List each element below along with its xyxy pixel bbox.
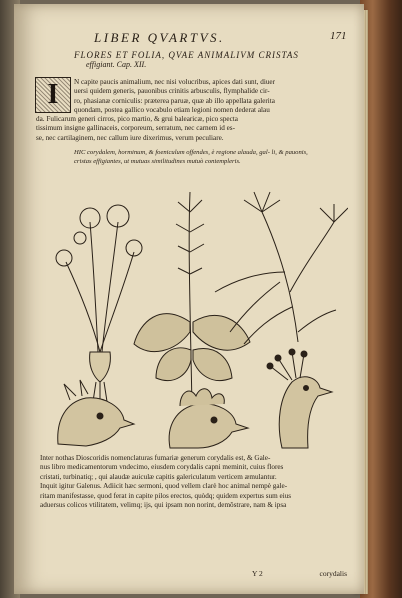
text-line: N capite paucis animalium, nec nisi volucribus, apices dati sunt, diuer xyxy=(74,78,275,86)
book-page xyxy=(14,4,364,594)
text-line: nus libro medicamentorum vndecimo, eiusdem corydalis capni meminit, cuius flores xyxy=(40,463,284,472)
initial-letter: I xyxy=(36,78,70,112)
paragraph-1 xyxy=(74,78,346,116)
lark-head xyxy=(58,380,134,446)
paragraph-2 xyxy=(40,454,346,510)
text-line: da. Fulicarum generi cirros, pico martio, & grui balearicæ, pico specta xyxy=(36,115,238,123)
illustration-caption: HIC corydalem, horminum, & foeniculum offendes, è regione alauda, gal- li, & pauonis, cristas effigiantes, ut mutuas similitudines mutuò contempleris. xyxy=(74,149,308,165)
chapter-title: FLORES ET FOLIA, QVAE ANIMALIVM CRISTAS xyxy=(74,50,299,60)
fennel-plant xyxy=(215,192,348,344)
chapter-subtitle: effigiant. Cap. XII. xyxy=(86,60,147,69)
rooster-head xyxy=(169,389,248,448)
text-line: quondam, postea gallico vocabulo etiam legioni nomen dederat alau xyxy=(74,106,270,115)
text-line: tissimum insigne gallinaceis, corporeum, serratum, nec carnem id es- xyxy=(36,124,235,133)
decorated-initial xyxy=(35,77,71,113)
text-line: Inquit igitur Galenus. Adiicit hæc sermoni, quod vellem clarè hoc animal nempè gale- xyxy=(40,482,288,491)
text-line: ro, phasianæ corniculis: præterea paruæ, quæ ab illo appellata galerita xyxy=(74,96,275,105)
running-head: LIBER QVARTVS. xyxy=(94,30,225,45)
catchword-line xyxy=(252,569,347,579)
horminum-plant xyxy=(134,192,250,407)
page-header xyxy=(14,30,364,46)
catchword: corydalis xyxy=(319,569,347,578)
corydalis-plant xyxy=(56,205,142,412)
paragraph-1-continued xyxy=(36,115,346,143)
text-line: cristati, turbinatiq; , qui alaudæ auiculæ capitis galericulatum verticem æmulantur. xyxy=(40,472,277,481)
woodcut-illustration xyxy=(30,182,348,450)
page-number: 171 xyxy=(330,30,347,42)
text-line: ritam manifestasse, quod ferat in capite pilos erectos, quòdq; quidem expertus sum eius xyxy=(40,491,292,500)
peacock-head xyxy=(267,349,332,448)
text-line: se, nec cartilaginem, nec callum iure dixerimus, verum peculiare. xyxy=(36,133,224,142)
signature-mark: Y 2 xyxy=(252,569,263,578)
text-line: aduersus colicos vtilitatem, velimq; ijs, qui ipsam non norint, demõstrare, nam & ipsa xyxy=(40,501,287,510)
text-line: Inter nothas Dioscoridis nomenclaturas fumariæ generum corydalis est, & Gale- xyxy=(40,454,271,462)
text-line: uersi quidem generis, pauonibus crinitis arbusculis, flymphalide cir- xyxy=(74,87,270,96)
